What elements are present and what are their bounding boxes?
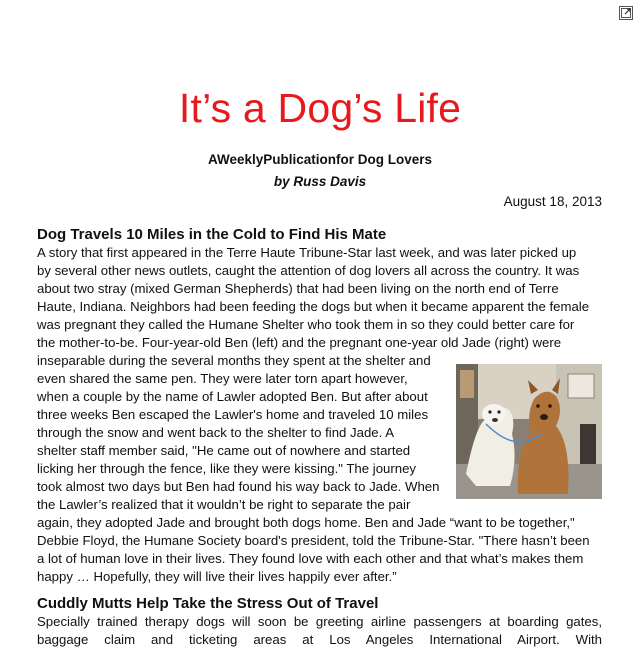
article-line: happy … Hopefully, they will live their lives happily ever after.” xyxy=(37,569,397,584)
article-line: Haute, Indiana. Neighbors had been feeding the dogs but when it became apparent the female xyxy=(37,299,590,314)
issue-date: August 18, 2013 xyxy=(503,194,602,209)
dogs-photo xyxy=(456,364,602,499)
article-line: through the snow and went back to the shelter to find Jade. A xyxy=(37,425,395,440)
article-line: baggage claim and ticketing areas at Los Angeles International Airport. With xyxy=(37,632,602,647)
article-line: the Lawler’s realized that it wouldn’t be right to separate the pair xyxy=(37,497,411,512)
author-byline: by Russ Davis xyxy=(273,174,367,189)
article-line: the mother-to-be. Four-year-old Ben (left) and the pregnant one-year old Jade (right) were xyxy=(37,335,562,350)
article-line: by several other news outlets, caught the attention of dog lovers all across the country. It was xyxy=(37,263,580,278)
article-line: shelter staff member said, "He came out of nowhere and started xyxy=(37,443,411,458)
article-line: when a couple by the name of Lawler adopted Ben. But after about xyxy=(37,389,428,404)
newsletter-title: It’s a Dog’s Life xyxy=(178,85,462,131)
article-line: Specially trained therapy dogs will soon be greeting airline passengers at boarding gates, xyxy=(37,614,602,629)
article-line: took almost two days but Ben had found his way back to Jade. When xyxy=(37,479,440,494)
article-line: a lot of human love in their lives. They found love with each other and that what’s makes them xyxy=(37,551,584,566)
article-line: was pregnant they called the Humane Shelter who took them in so they could better care for xyxy=(37,317,575,332)
article-line: Debbie Floyd, the Humane Society board's president, told the Tribune-Star. "There hasn’t been xyxy=(37,533,590,548)
article-line: about two stray (mixed German Shepherds) that had been living on the north end of Terre xyxy=(37,281,559,296)
article-heading-dog-travels: Dog Travels 10 Miles in the Cold to Find His Mate xyxy=(37,226,387,243)
article-line: A story that first appeared in the Terre Haute Tribune-Star last week, and was later picked up xyxy=(37,245,577,260)
article-line: three weeks Ben escaped the Lawler's home and traveled 10 miles xyxy=(37,407,429,422)
expand-icon[interactable] xyxy=(619,6,633,20)
article-heading-cuddly-mutts: Cuddly Mutts Help Take the Stress Out of Travel xyxy=(37,595,379,612)
article-line: inseparable during the several months they spent at the shelter and xyxy=(37,353,431,368)
newsletter-subtitle: AWeeklyPublicationfor Dog Lovers xyxy=(207,152,433,167)
article-line: even shared the same pen. They were later torn apart however, xyxy=(37,371,408,386)
article-line: again, they adopted Jade and brought both dogs home. Ben and Jade “want to be together," xyxy=(37,515,575,530)
article-line: licking her through the fence, like they were kissing." The journey xyxy=(37,461,417,476)
